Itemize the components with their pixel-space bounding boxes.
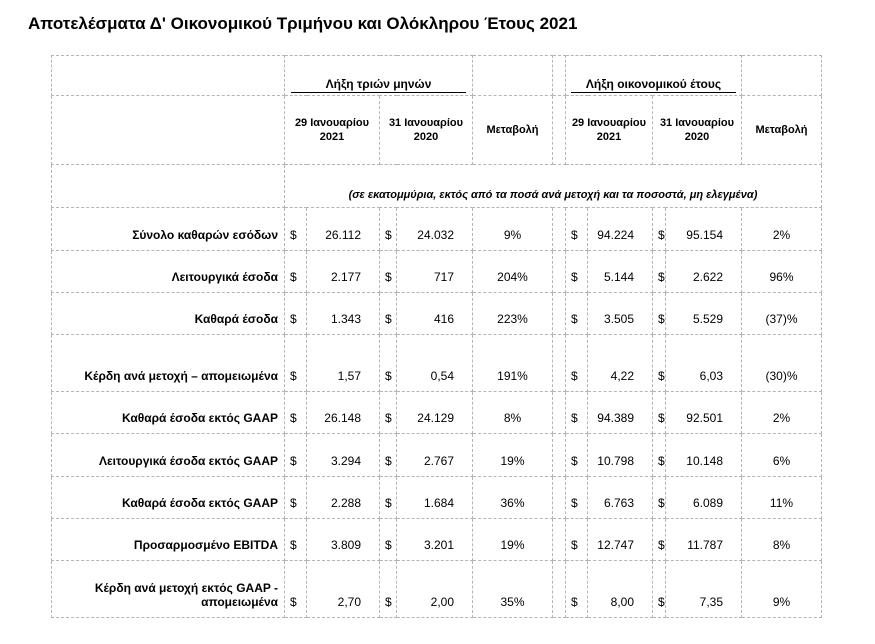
value-quarter-change: 9% xyxy=(473,208,553,251)
row-label: Κέρδη ανά μετοχή εκτός GAAP - απομειωμένα xyxy=(52,561,285,618)
value-quarter-2021: 2,70 xyxy=(307,561,380,618)
empty-cell xyxy=(553,477,566,519)
table-row xyxy=(52,335,822,392)
value-year-change: 2% xyxy=(742,208,822,251)
value-year-change: (30)% xyxy=(742,335,822,392)
value-year-2020: 7,35 xyxy=(666,561,742,618)
value-quarter-2021: 3.294 xyxy=(307,434,380,477)
currency-symbol: $ xyxy=(380,392,397,434)
currency-symbol: $ xyxy=(566,251,588,293)
currency-symbol: $ xyxy=(566,561,588,618)
value-quarter-2021: 2.177 xyxy=(307,251,380,293)
value-quarter-change: 223% xyxy=(473,293,553,335)
value-year-2020: 6,03 xyxy=(666,335,742,392)
currency-symbol: $ xyxy=(380,208,397,251)
col-header-year-2020: 31 Ιανουαρίου 2020 xyxy=(653,96,742,165)
value-quarter-change: 36% xyxy=(473,477,553,519)
row-label: Προσαρμοσμένο EBITDA xyxy=(52,519,285,561)
currency-symbol: $ xyxy=(380,251,397,293)
currency-symbol: $ xyxy=(653,434,666,477)
row-label: Καθαρά έσοδα εκτός GAAP xyxy=(52,392,285,434)
note-row xyxy=(52,165,822,208)
empty-cell xyxy=(553,208,566,251)
value-year-2020: 6.089 xyxy=(666,477,742,519)
value-year-2021: 10.798 xyxy=(588,434,653,477)
value-quarter-change: 204% xyxy=(473,251,553,293)
col-header-quarter-change: Μεταβολή xyxy=(473,96,553,165)
currency-symbol: $ xyxy=(653,519,666,561)
value-year-2021: 94.224 xyxy=(588,208,653,251)
value-year-change: 9% xyxy=(742,561,822,618)
table-row xyxy=(52,208,822,251)
empty-cell xyxy=(553,519,566,561)
value-year-2021: 5.144 xyxy=(588,251,653,293)
value-quarter-2020: 2.767 xyxy=(397,434,473,477)
value-quarter-change: 19% xyxy=(473,434,553,477)
currency-symbol: $ xyxy=(653,208,666,251)
currency-symbol: $ xyxy=(566,208,588,251)
value-quarter-2021: 2.288 xyxy=(307,477,380,519)
currency-symbol: $ xyxy=(285,477,307,519)
empty-cell xyxy=(553,96,566,165)
currency-symbol: $ xyxy=(285,251,307,293)
value-quarter-2021: 26.112 xyxy=(307,208,380,251)
empty-cell xyxy=(553,335,566,392)
table-row xyxy=(52,293,822,335)
col-header-quarter-2020: 31 Ιανουαρίου 2020 xyxy=(380,96,473,165)
currency-symbol: $ xyxy=(285,208,307,251)
currency-symbol: $ xyxy=(566,477,588,519)
row-label: Καθαρά έσοδα xyxy=(52,293,285,335)
empty-cell xyxy=(473,56,553,96)
currency-symbol: $ xyxy=(380,477,397,519)
value-year-change: 2% xyxy=(742,392,822,434)
value-quarter-change: 191% xyxy=(473,335,553,392)
value-year-2021: 94.389 xyxy=(588,392,653,434)
value-year-2020: 2.622 xyxy=(666,251,742,293)
value-quarter-2020: 3.201 xyxy=(397,519,473,561)
currency-symbol: $ xyxy=(380,335,397,392)
col-header-quarter-2021: 29 Ιανουαρίου 2021 xyxy=(285,96,380,165)
financial-results-table xyxy=(51,55,822,618)
value-year-change: 96% xyxy=(742,251,822,293)
units-note: (σε εκατομμύρια, εκτός από τα ποσά ανά μετοχή και τα ποσοστά, μη ελεγμένα) xyxy=(285,165,822,208)
value-year-2021: 8,00 xyxy=(588,561,653,618)
currency-symbol: $ xyxy=(566,434,588,477)
value-year-2021: 6.763 xyxy=(588,477,653,519)
value-quarter-2020: 416 xyxy=(397,293,473,335)
value-year-2020: 10.148 xyxy=(666,434,742,477)
currency-symbol: $ xyxy=(285,335,307,392)
col-header-year-change: Μεταβολή xyxy=(742,96,822,165)
currency-symbol: $ xyxy=(380,434,397,477)
value-quarter-2021: 3.809 xyxy=(307,519,380,561)
empty-cell xyxy=(553,434,566,477)
value-quarter-2021: 26.148 xyxy=(307,392,380,434)
currency-symbol: $ xyxy=(566,335,588,392)
value-quarter-2020: 1.684 xyxy=(397,477,473,519)
value-year-2020: 95.154 xyxy=(666,208,742,251)
value-year-change: 6% xyxy=(742,434,822,477)
currency-symbol: $ xyxy=(380,293,397,335)
value-quarter-2020: 24.032 xyxy=(397,208,473,251)
value-year-2021: 3.505 xyxy=(588,293,653,335)
table-row xyxy=(52,561,822,618)
row-label: Λειτουργικά έσοδα εκτός GAAP xyxy=(52,434,285,477)
row-label: Κέρδη ανά μετοχή – απομειωμένα xyxy=(52,335,285,392)
table-row xyxy=(52,519,822,561)
empty-cell xyxy=(553,392,566,434)
currency-symbol: $ xyxy=(566,519,588,561)
value-year-2020: 92.501 xyxy=(666,392,742,434)
value-year-2021: 12.747 xyxy=(588,519,653,561)
header-columns-row xyxy=(52,96,822,165)
currency-symbol: $ xyxy=(285,561,307,618)
table-row xyxy=(52,392,822,434)
table-row xyxy=(52,434,822,477)
empty-cell xyxy=(52,96,285,165)
currency-symbol: $ xyxy=(566,293,588,335)
currency-symbol: $ xyxy=(653,251,666,293)
value-year-2020: 5.529 xyxy=(666,293,742,335)
row-label: Καθαρά έσοδα εκτός GAAP xyxy=(52,477,285,519)
value-quarter-2020: 717 xyxy=(397,251,473,293)
currency-symbol: $ xyxy=(285,519,307,561)
value-year-change: (37)% xyxy=(742,293,822,335)
empty-cell xyxy=(553,293,566,335)
currency-symbol: $ xyxy=(285,392,307,434)
value-quarter-change: 8% xyxy=(473,392,553,434)
value-quarter-2020: 0,54 xyxy=(397,335,473,392)
currency-symbol: $ xyxy=(566,392,588,434)
value-year-2021: 4,22 xyxy=(588,335,653,392)
empty-cell xyxy=(553,561,566,618)
empty-cell xyxy=(52,165,285,208)
value-quarter-change: 19% xyxy=(473,519,553,561)
value-quarter-2020: 2,00 xyxy=(397,561,473,618)
value-year-change: 11% xyxy=(742,477,822,519)
value-quarter-2021: 1.343 xyxy=(307,293,380,335)
empty-cell xyxy=(553,56,566,96)
empty-cell xyxy=(553,251,566,293)
empty-cell xyxy=(52,56,285,96)
table-row xyxy=(52,477,822,519)
currency-symbol: $ xyxy=(653,335,666,392)
currency-symbol: $ xyxy=(380,561,397,618)
currency-symbol: $ xyxy=(285,434,307,477)
page-title: Αποτελέσματα Δ' Οικονομικού Τριμήνου και Ολόκληρου Έτους 2021 xyxy=(28,14,578,33)
row-label: Σύνολο καθαρών εσόδων xyxy=(52,208,285,251)
currency-symbol: $ xyxy=(653,392,666,434)
currency-symbol: $ xyxy=(653,561,666,618)
header-group-row xyxy=(52,56,822,96)
currency-symbol: $ xyxy=(380,519,397,561)
table-row xyxy=(52,251,822,293)
currency-symbol: $ xyxy=(653,477,666,519)
value-quarter-2020: 24.129 xyxy=(397,392,473,434)
row-label: Λειτουργικά έσοδα xyxy=(52,251,285,293)
value-quarter-2021: 1,57 xyxy=(307,335,380,392)
currency-symbol: $ xyxy=(285,293,307,335)
empty-cell xyxy=(742,56,822,96)
value-quarter-change: 35% xyxy=(473,561,553,618)
value-year-2020: 11.787 xyxy=(666,519,742,561)
currency-symbol: $ xyxy=(653,293,666,335)
group-header-year: Λήξη οικονομικού έτους xyxy=(566,56,742,96)
col-header-year-2021: 29 Ιανουαρίου 2021 xyxy=(566,96,653,165)
group-header-quarter: Λήξη τριών μηνών xyxy=(285,56,473,96)
value-year-change: 8% xyxy=(742,519,822,561)
